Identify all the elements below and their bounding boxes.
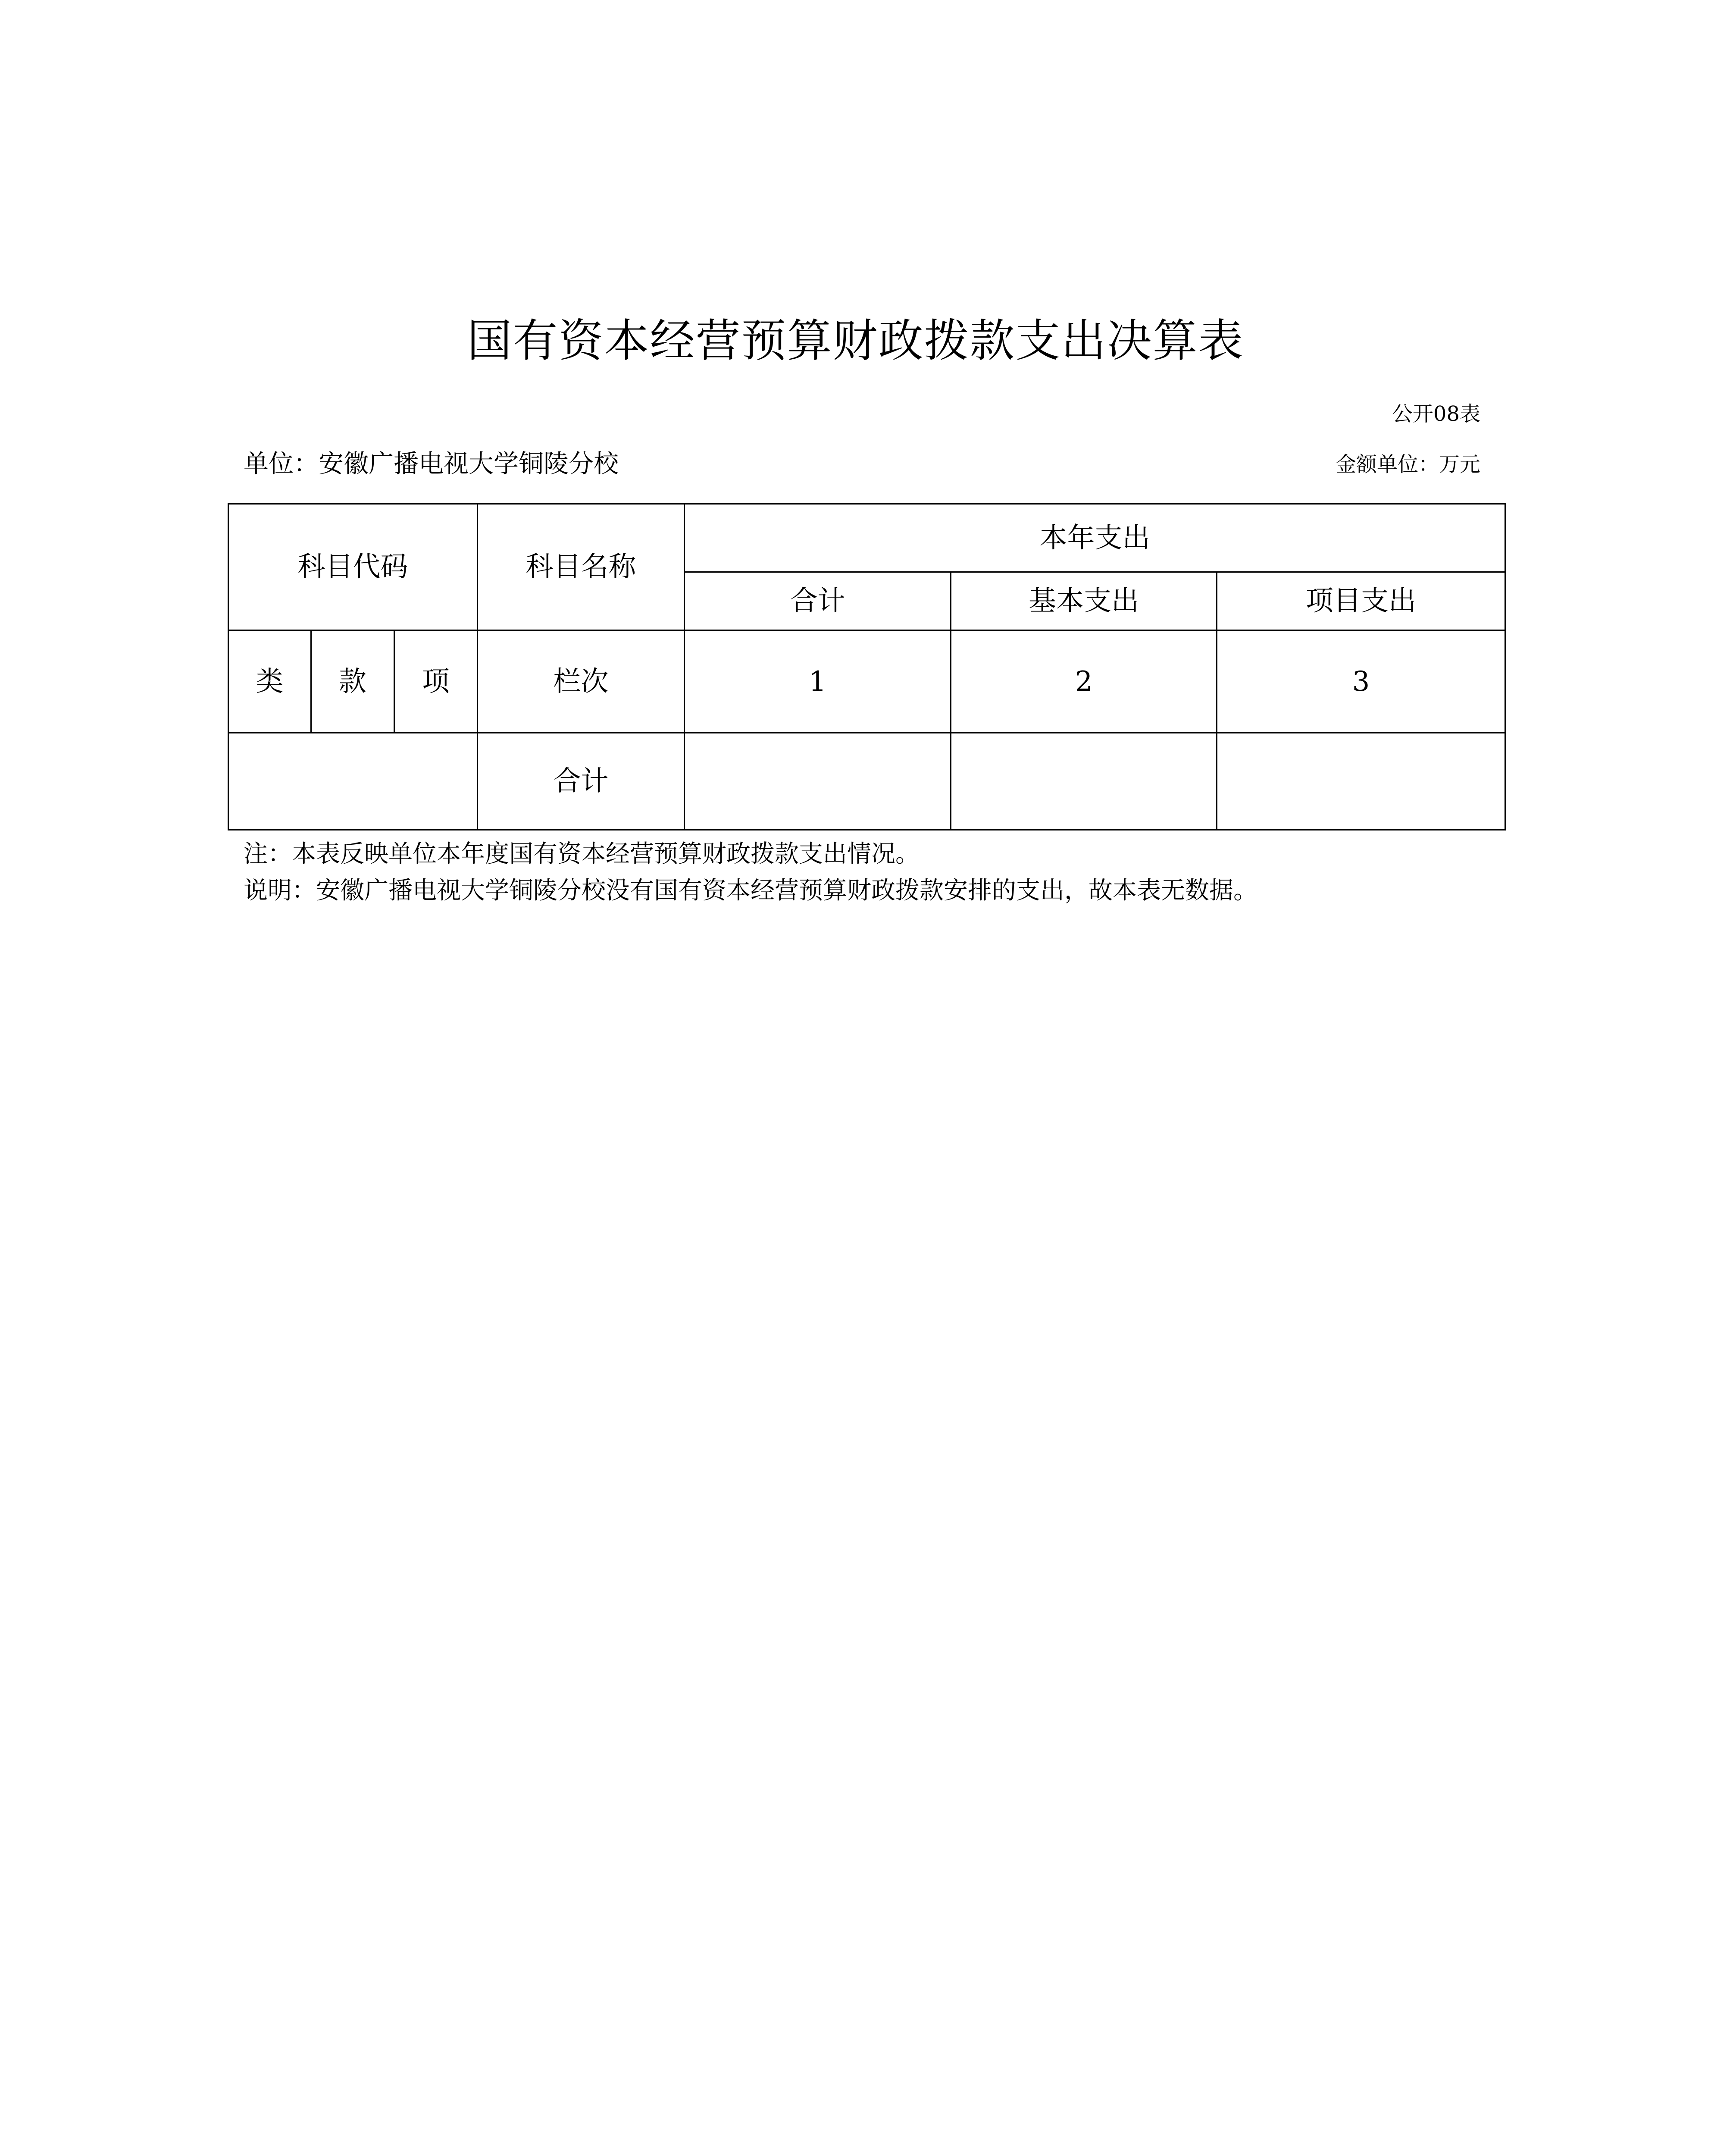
index-column-label: 栏次	[478, 630, 685, 733]
header-subject-name: 科目名称	[478, 504, 685, 630]
total-row-label: 合计	[478, 733, 685, 830]
table-note: 注：本表反映单位本年度国有资本经营预算财政拨款支出情况。	[244, 840, 920, 868]
amount-unit-label: 金额单位：万元	[1335, 452, 1480, 476]
table-explanation: 说明：安徽广播电视大学铜陵分校没有国有资本经营预算财政拨款安排的支出，故本表无数据。	[244, 877, 1257, 905]
total-row-basic	[951, 733, 1217, 830]
form-code-label: 公开08表	[1392, 402, 1480, 426]
total-row-total	[685, 733, 951, 830]
total-row	[228, 733, 1505, 830]
total-row-code	[228, 733, 478, 830]
header-project-expenditure: 项目支出	[1217, 572, 1505, 630]
unit-label: 单位：安徽广播电视大学铜陵分校	[244, 449, 619, 478]
index-col-2: 2	[951, 630, 1217, 733]
header-row-1	[228, 504, 1505, 572]
header-basic-expenditure: 基本支出	[951, 572, 1217, 630]
expenditure-table	[228, 503, 1506, 830]
page-title: 国有资本经营预算财政拨款支出决算表	[467, 314, 1244, 367]
index-class: 类	[228, 630, 311, 733]
header-total: 合计	[685, 572, 951, 630]
index-section: 款	[311, 630, 394, 733]
header-current-year-expenditure: 本年支出	[685, 504, 1505, 572]
index-col-3: 3	[1217, 630, 1505, 733]
index-col-1: 1	[685, 630, 951, 733]
total-row-project	[1217, 733, 1505, 830]
index-row	[228, 630, 1505, 733]
header-subject-code: 科目代码	[228, 504, 478, 630]
index-item: 项	[394, 630, 478, 733]
